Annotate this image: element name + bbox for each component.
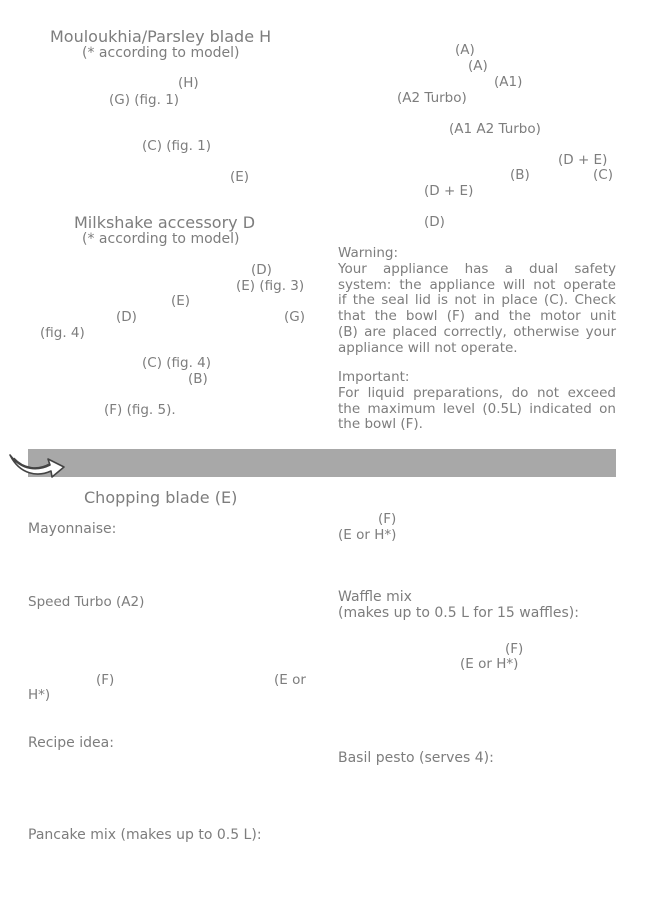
important-line: For liquid preparations, do not exceed (338, 385, 616, 401)
label-d-plus-e: (D + E) (558, 152, 608, 168)
warning-paragraph (338, 262, 616, 356)
label-a2-turbo: (A2 Turbo) (397, 90, 467, 106)
label-a1-a2-turbo: (A1 A2 Turbo) (449, 121, 541, 137)
label-g: (G) (284, 309, 305, 325)
speed-turbo-label: Speed Turbo (A2) (28, 594, 145, 610)
section-band (28, 449, 616, 477)
warning-line: Your appliance has a dual safety (338, 261, 616, 277)
parsley-blade-title: Mouloukhia/Parsley blade H (50, 27, 272, 46)
label-b-right: (B) (510, 167, 530, 183)
label-f: (F) (96, 672, 115, 688)
label-a1: (A1) (494, 74, 523, 90)
label-fig4: (fig. 4) (40, 325, 85, 341)
label-f-right-2: (F) (505, 641, 524, 657)
label-a-2: (A) (468, 58, 488, 74)
important-line: the maximum level (0.5L) indicated on (338, 400, 616, 417)
label-d-right: (D) (424, 214, 445, 230)
parsley-model-note: (* according to model) (82, 45, 240, 61)
label-b: (B) (188, 371, 208, 387)
label-c-fig4: (C) (fig. 4) (142, 355, 212, 371)
waffle-mix-note: (makes up to 0.5 L for 15 waffles): (338, 605, 579, 621)
label-e-or-h: (E or H*) (338, 527, 397, 543)
curved-arrow-icon (8, 445, 66, 479)
label-e-or-h-2: (E or H*) (460, 656, 519, 672)
label-d-2: (D) (116, 309, 137, 325)
label-d-plus-e-2: (D + E) (424, 183, 474, 199)
warning-line: system: the appliance will not operate (338, 276, 616, 293)
chopping-blade-title: Chopping blade (E) (84, 488, 238, 507)
recipe-idea-heading: Recipe idea: (28, 735, 114, 751)
label-e-2: (E) (171, 293, 191, 309)
milkshake-accessory-title: Milkshake accessory D (74, 213, 256, 232)
milkshake-model-note: (* according to model) (82, 231, 240, 247)
label-e-or: (E or (274, 672, 306, 688)
warning-line: appliance will not operate. (338, 339, 518, 356)
label-g-fig1: (G) (fig. 1) (109, 92, 180, 108)
important-line: the bowl (F). (338, 416, 423, 433)
label-c-right: (C) (593, 167, 613, 183)
label-h-star: H*) (28, 687, 51, 703)
warning-title: Warning: (338, 245, 399, 261)
warning-line: if the seal lid is not in place (C). Check (338, 292, 616, 309)
mayonnaise-heading: Mayonnaise: (28, 521, 117, 537)
important-paragraph (338, 386, 616, 433)
label-f-fig5: (F) (fig. 5). (104, 402, 176, 418)
important-title: Important: (338, 369, 410, 385)
label-d: (D) (251, 262, 272, 278)
label-c-fig1: (C) (fig. 1) (142, 138, 212, 154)
label-a: (A) (455, 42, 475, 58)
label-e: (E) (230, 169, 250, 185)
pancake-mix-heading: Pancake mix (makes up to 0.5 L): (28, 827, 262, 843)
waffle-mix-heading: Waffle mix (338, 589, 412, 605)
warning-line: that the bowl (F) and the motor unit (338, 308, 616, 325)
label-e-fig3: (E) (fig. 3) (236, 278, 305, 294)
label-h: (H) (178, 75, 199, 91)
label-f-right: (F) (378, 511, 397, 527)
warning-line: (B) are placed correctly, otherwise your (338, 323, 616, 340)
basil-pesto-heading: Basil pesto (serves 4): (338, 750, 494, 766)
